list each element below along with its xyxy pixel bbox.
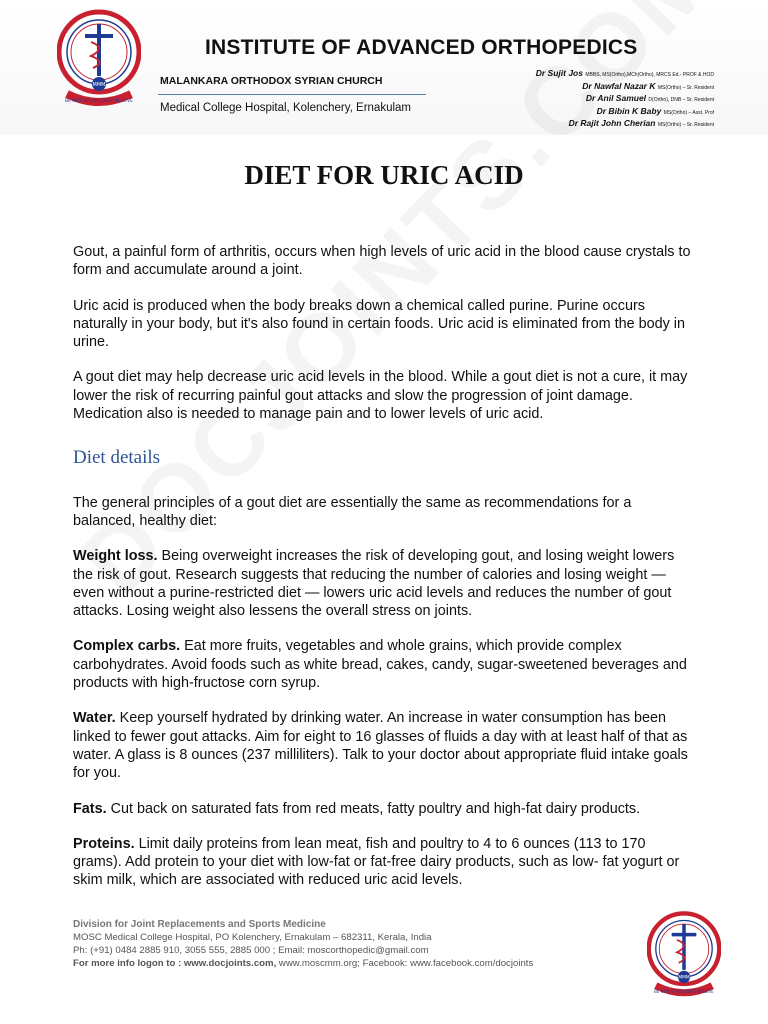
paragraph: Gout, a painful form of arthritis, occurs when high levels of uric acid in the blood cause crystals to form and accumulate around a joint. [73, 244, 691, 279]
institute-name: INSTITUTE OF ADVANCED ORTHOPEDICS [205, 36, 638, 59]
document-body [73, 243, 693, 907]
doctor-entry: Dr Nawfal Nazar K MS(Ortho) – Sr. Resident [582, 80, 714, 91]
svg-text:BE NOT AFRAID ONLY BELIEVE: BE NOT AFRAID ONLY BELIEVE [654, 988, 714, 994]
svg-text:BE NOT AFRAID ONLY BELIEVE: BE NOT AFRAID ONLY BELIEVE [65, 99, 133, 104]
diet-item-weight-loss: Weight loss. Being overweight increases the risk of developing gout, and losing weight lowers the risk of gout. Research suggests that reducing the number of calories and losing weight — even without a purine-restricted diet — lowers uric acid levels and reduces the number of gout attacks. Losing weight also lessens the overall stress on joints. [73, 548, 675, 620]
svg-text:MMM: MMM [92, 82, 106, 88]
paragraph: A gout diet may help decrease uric acid levels in the blood. While a gout diet is not a cure, it may lower the risk of recurring painful gout attacks and slow the progression of joint damage. Medication also is needed to manage pain and to lower levels of uric acid. [73, 369, 688, 423]
section-heading: Diet details [73, 447, 161, 469]
diet-item-fats: Fats. Cut back on saturated fats from red meats, fatty poultry and high-fat dairy products. [73, 800, 641, 817]
svg-text:MMM: MMM [678, 975, 690, 981]
division-name: Division for Joint Replacements and Sports Medicine [73, 919, 326, 930]
diet-item-complex-carbs: Complex carbs. Eat more fruits, vegetables and whole grains, which provide complex carbohydrates. Avoid foods such as white bread, cakes, candy, sugar-sweetened beverages and products with high-fructose corn syrup. [73, 638, 687, 692]
document-title: DIET FOR URIC ACID [244, 160, 524, 190]
page-footer [73, 918, 533, 970]
doctor-entry: Dr Rajit John Cherian MS(Ortho) – Sr. Resident [568, 118, 714, 128]
diet-item-water: Water. Keep yourself hydrated by drinking water. An increase in water consumption has been linked to fewer gout attacks. Aim for eight to 16 glasses of fluids a day with at least half of that as water. A glass is 8 ounces (237 milliliters). Talk to your doctor about appropriate fluid intake goals for you. [73, 710, 688, 782]
page-header [0, 0, 768, 135]
footer-logo [647, 908, 721, 1000]
institution-logo [57, 6, 141, 110]
header-divider [158, 94, 426, 95]
church-name: MALANKARA ORTHODOX SYRIAN CHURCH [160, 75, 383, 87]
footer-links: For more info logon to : www.docjoints.com, www.moscmm.org; Facebook: www.facebook.com/docjoints [73, 958, 534, 969]
footer-address: MOSC Medical College Hospital, PO Kolenchery, Ernakulam – 682311, Kerala, India [73, 932, 432, 943]
footer-contact: Ph: (+91) 0484 2885 910, 3055 555, 2885 000 ; Email: moscorthopedic@gmail.com [73, 945, 429, 956]
paragraph: The general principles of a gout diet are essentially the same as recommendations for a balanced, healthy diet: [73, 494, 632, 529]
doctor-list [536, 68, 714, 131]
hospital-name: Medical College Hospital, Kolenchery, Ernakulam [160, 102, 411, 114]
doctor-entry: Dr Anil Samuel D(Ortho), DNB – Sr. Resident [585, 93, 714, 103]
diet-item-proteins: Proteins. Limit daily proteins from lean meat, fish and poultry to 4 to 6 ounces (113 to 170 grams). Add protein to your diet with low-fat or fat-free dairy products, such as low- fat yogurt or skim milk, which are associated with reduced uric acid levels. [73, 835, 680, 889]
doctor-entry: Dr Sujit Jos MBBS, MS(Ortho),MCh(Ortho), MRCS Ed.- PROF & HOD [535, 68, 714, 78]
paragraph: Uric acid is produced when the body breaks down a chemical called purine. Purine occurs naturally in your body, but it's also found in certain foods. Uric acid is eliminated from the body in urine. [73, 297, 685, 351]
doctor-entry: Dr Bibin K Baby MS(Ortho) – Asst. Prof [596, 105, 714, 116]
